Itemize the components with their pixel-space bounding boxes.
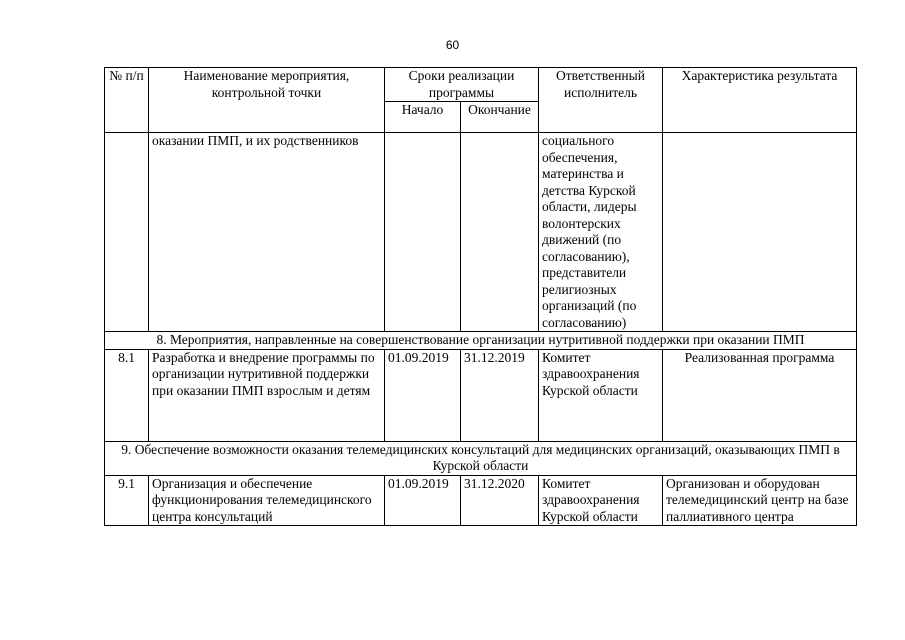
row-result	[663, 133, 857, 332]
page-number: 60	[445, 38, 460, 52]
row-end	[461, 133, 539, 332]
row-responsible: Комитет здравоохранения Курской области	[539, 349, 663, 441]
table-row	[105, 475, 857, 526]
section-row	[105, 332, 857, 350]
header-num: № п/п	[105, 68, 149, 133]
row-event: оказании ПМП, и их родственников	[149, 133, 385, 332]
row-result: Реализованная программа	[663, 349, 857, 441]
row-end: 31.12.2019	[461, 349, 539, 441]
header-result: Характеристика результата	[663, 68, 857, 133]
header-event: Наименование мероприятия, контрольной точки	[149, 68, 385, 133]
row-num: 8.1	[105, 349, 149, 441]
row-start: 01.09.2019	[385, 349, 461, 441]
row-start	[385, 133, 461, 332]
header-end: Окончание	[461, 102, 539, 133]
row-result: Организован и оборудован телемедицинский центр на базе паллиативного центра	[663, 475, 857, 526]
table-row	[105, 133, 857, 332]
row-responsible: Комитет здравоохранения Курской области	[539, 475, 663, 526]
row-responsible: социального обеспечения, материнства и детства Курской области, лидеры волонтерских движений (по согласованию), представители религиозных организаций (по согласованию)	[539, 133, 663, 332]
row-end: 31.12.2020	[461, 475, 539, 526]
row-num: 9.1	[105, 475, 149, 526]
header-start: Начало	[385, 102, 461, 133]
section-8-title: 8. Мероприятия, направленные на совершенствование организации нутритивной поддержки при оказании ПМП	[105, 332, 857, 350]
table-row	[105, 349, 857, 441]
row-start: 01.09.2019	[385, 475, 461, 526]
program-table	[104, 67, 857, 526]
header-responsible: Ответственный исполнитель	[539, 68, 663, 133]
row-event: Организация и обеспечение функционирования телемедицинского центра консультаций	[149, 475, 385, 526]
row-event: Разработка и внедрение программы по организации нутритивной поддержки при оказании ПМП взрослым и детям	[149, 349, 385, 441]
section-9-title: 9. Обеспечение возможности оказания телемедицинских консультаций для медицинских организаций, оказывающих ПМП в Курской области	[105, 441, 857, 475]
header-terms: Сроки реализации программы	[385, 68, 539, 102]
row-num	[105, 133, 149, 332]
section-row	[105, 441, 857, 475]
table-header-row	[105, 68, 857, 102]
